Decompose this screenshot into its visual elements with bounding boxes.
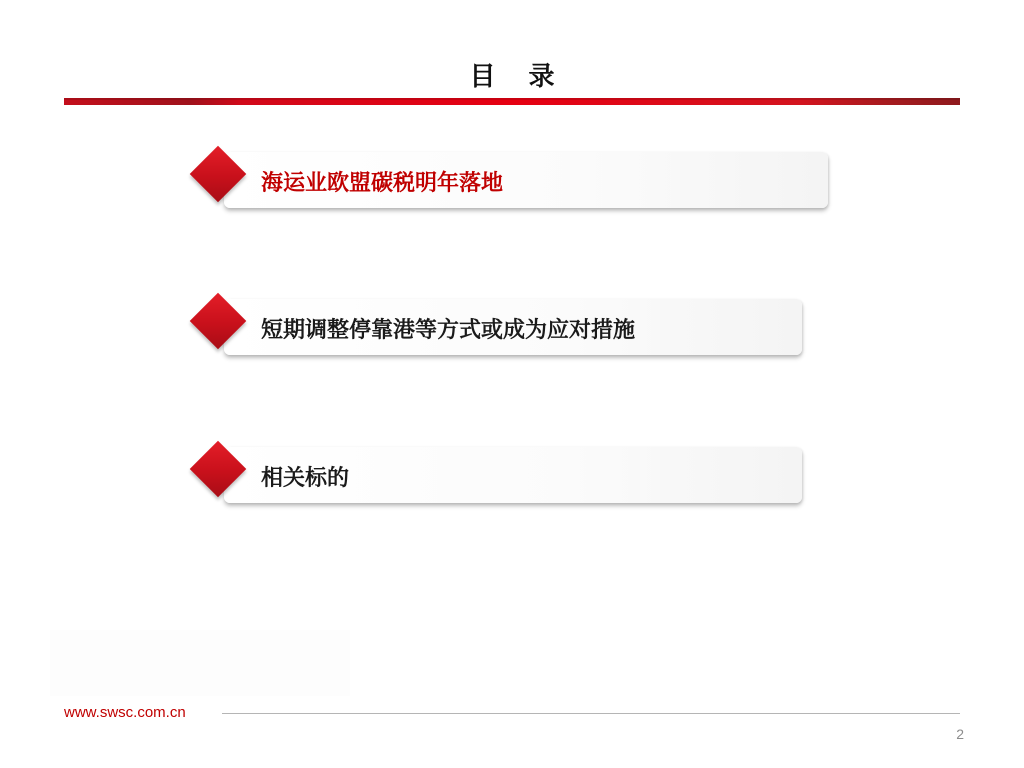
footer-divider [222,713,960,714]
title-underline-bar [64,98,960,105]
toc-item-3[interactable] [194,447,802,503]
footer-website-link[interactable]: www.swsc.com.cn [64,704,186,721]
toc-item-1[interactable] [194,152,828,208]
page-title: 目 录 [469,62,567,92]
toc-item-label: 相关标的 [261,466,350,491]
placeholder-area [50,630,350,696]
toc-item-label: 海运业欧盟碳税明年落地 [261,171,504,196]
page-number: 2 [956,726,964,742]
toc-item-label: 短期调整停靠港等方式或成为应对措施 [261,318,636,343]
toc-item-2[interactable] [194,299,802,355]
